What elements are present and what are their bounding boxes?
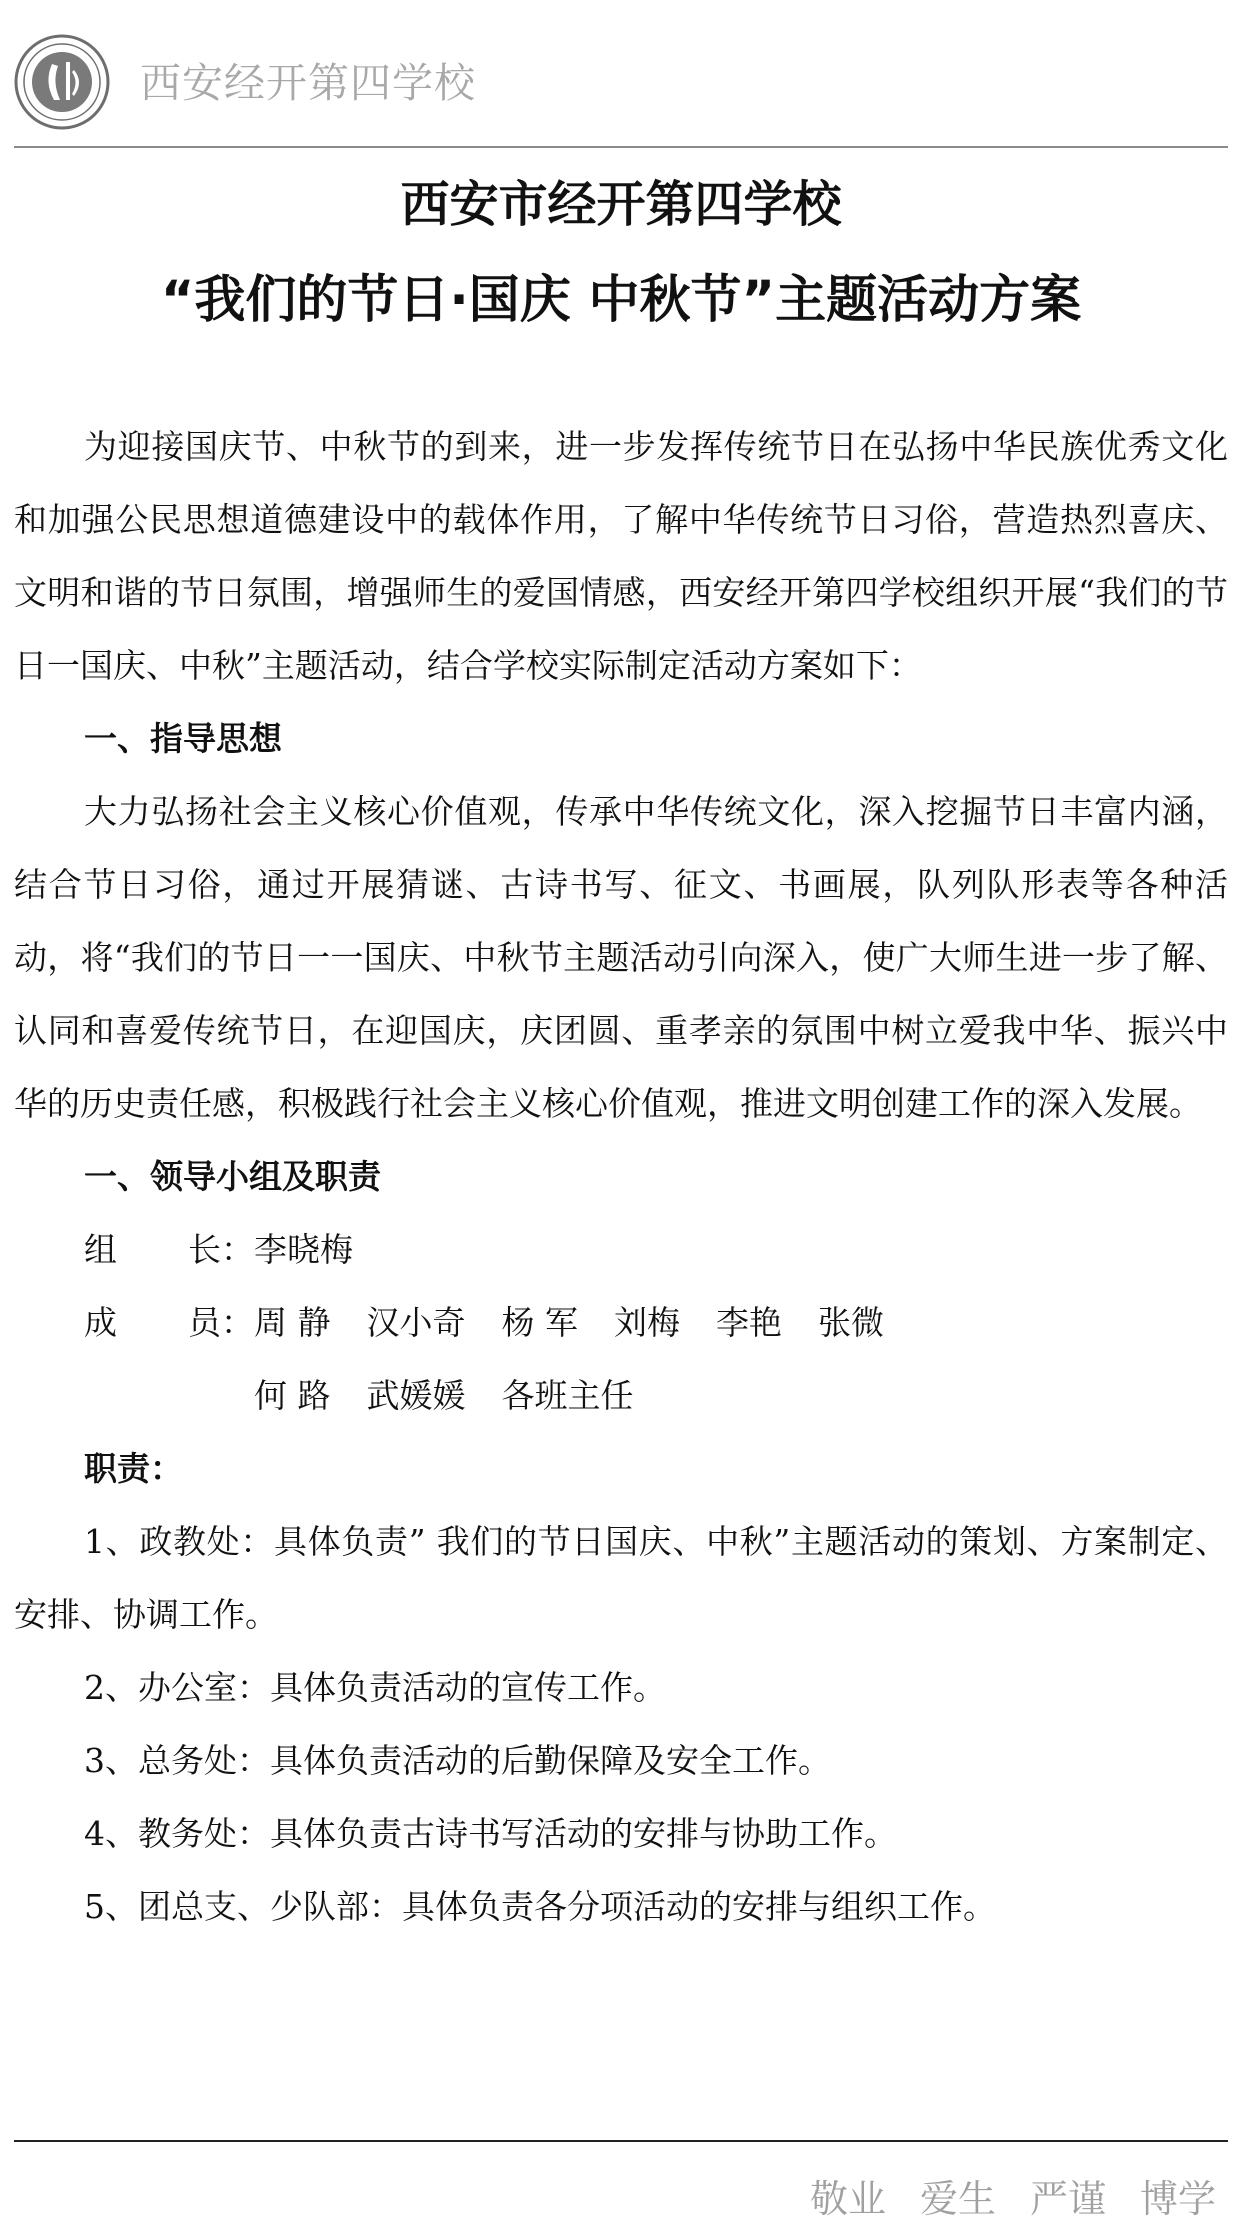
roster-members-row bbox=[14, 1286, 1228, 1359]
roster-member-names bbox=[254, 1286, 884, 1359]
school-logo bbox=[14, 34, 110, 130]
roster-members-label: 成 员： bbox=[84, 1303, 254, 1342]
roster-members-row-2 bbox=[14, 1359, 1228, 1432]
document-body bbox=[14, 410, 1228, 1943]
motto-word: 严谨 bbox=[1029, 2177, 1106, 2221]
duty-item: 2、办公室：具体负责活动的宣传工作。 bbox=[84, 1668, 666, 1707]
member-name: 武媛媛 bbox=[366, 1376, 466, 1415]
roster-leader-name: 李晓梅 bbox=[254, 1230, 353, 1269]
motto-word: 爱生 bbox=[919, 2177, 996, 2221]
header-divider bbox=[14, 146, 1228, 148]
member-name: 张微 bbox=[818, 1303, 884, 1342]
document-subtitle: “我们的节日·国庆 中秋节”主题活动方案 bbox=[160, 271, 1082, 330]
intro-paragraph: 为迎接国庆节、中秋节的到来，进一步发挥传统节日在弘扬中华民族优秀文化和加强公民思想道德建设中的载体作用，了解中华传统节日习俗，营造热烈喜庆、文明和谐的节日氛围，增强师生的爱国情感，西安经开第四学校组织开展“我们的节日一国庆、中秋”主题活动，结合学校实际制定活动方案如下： bbox=[14, 427, 1228, 685]
member-name: 汉小奇 bbox=[366, 1303, 466, 1342]
member-name: 周 静 bbox=[254, 1303, 331, 1342]
roster-member-names-2 bbox=[254, 1359, 634, 1432]
duty-item: 3、总务处：具体负责活动的后勤保障及安全工作。 bbox=[84, 1741, 831, 1780]
header-school-name: 西安经开第四学校 bbox=[140, 59, 476, 107]
roster-leader-label: 组 长： bbox=[84, 1230, 254, 1269]
member-name: 刘梅 bbox=[614, 1303, 680, 1342]
member-name: 各班主任 bbox=[501, 1376, 634, 1415]
page-header bbox=[0, 0, 1242, 148]
duty-item: 5、团总支、少队部：具体负责各分项活动的安排与组织工作。 bbox=[84, 1887, 996, 1926]
member-name: 杨 军 bbox=[501, 1303, 578, 1342]
section-heading-guiding: 一、指导思想 bbox=[84, 719, 282, 758]
member-name: 何 路 bbox=[254, 1376, 331, 1415]
footer-motto bbox=[810, 2168, 1216, 2223]
footer-divider bbox=[14, 2140, 1228, 2142]
member-name: 李艳 bbox=[716, 1303, 782, 1342]
document-title: 西安市经开第四学校 bbox=[400, 176, 842, 233]
roster-leader-row bbox=[14, 1213, 1228, 1286]
guiding-paragraph: 大力弘扬社会主义核心价值观，传承中华传统文化，深入挖掘节日丰富内涵，结合节日习俗，通过开展猜谜、古诗书写、征文、书画展，队列队形表等各种活动，将“我们的节日一一国庆、中秋节主题活动引向深入，使广大师生进一步了解、认同和喜爱传统节日，在迎国庆，庆团圆、重孝亲的氛围中树立爱我中华、振兴中华的历史责任感，积极践行社会主义核心价值观，推进文明创建工作的深入发展。 bbox=[14, 792, 1228, 1123]
duty-item: 1、政教处：具体负责” 我们的节日国庆、中秋”主题活动的策划、方案制定、安排、协调工作。 bbox=[14, 1522, 1228, 1634]
motto-word: 博学 bbox=[1139, 2177, 1216, 2221]
section-heading-leadership: 一、领导小组及职责 bbox=[84, 1157, 381, 1196]
duty-item: 4、教务处：具体负责古诗书写活动的安排与协助工作。 bbox=[84, 1814, 897, 1853]
duties-heading: 职责： bbox=[84, 1449, 183, 1488]
motto-word: 敬业 bbox=[809, 2177, 886, 2221]
